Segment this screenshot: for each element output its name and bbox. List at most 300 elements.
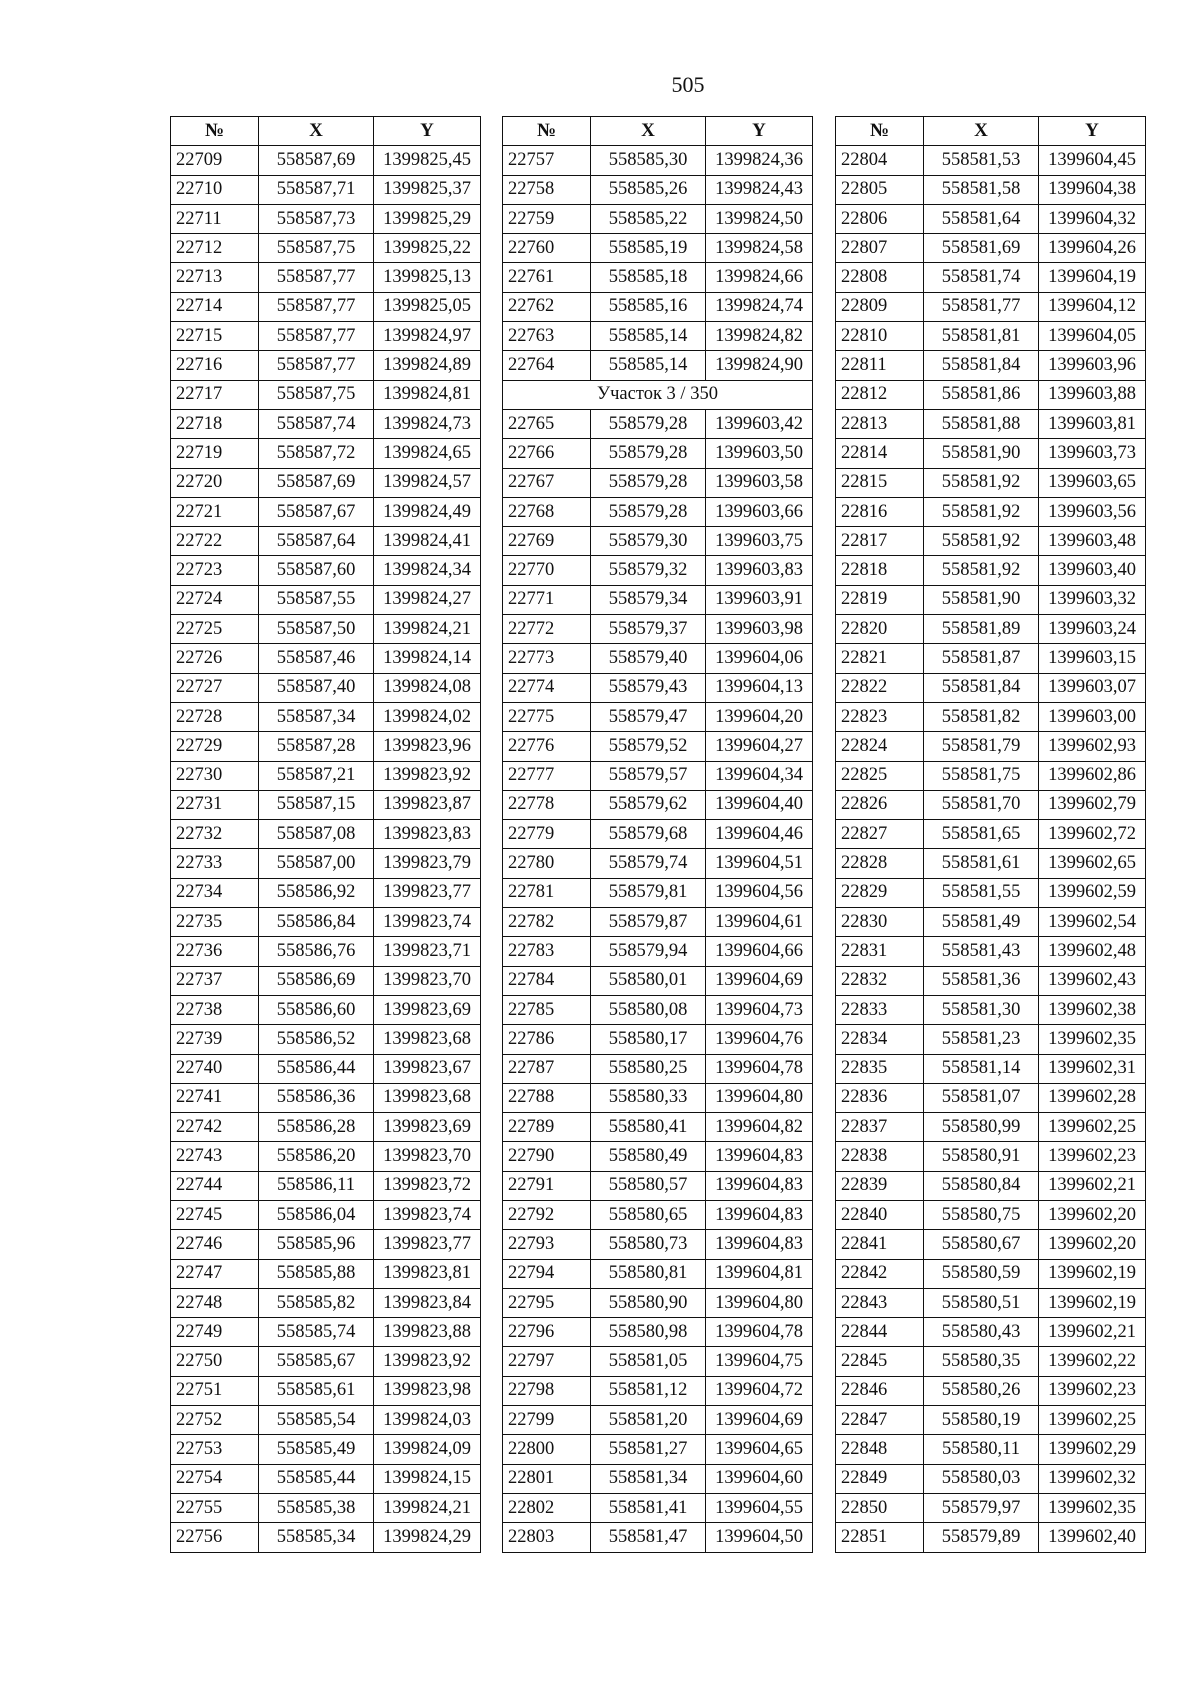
table-row — [503, 204, 813, 233]
y-coordinate: 1399602,93 — [1039, 732, 1146, 761]
x-coordinate: 558579,28 — [591, 497, 706, 526]
x-coordinate: 558580,51 — [924, 1288, 1039, 1317]
point-number: 22810 — [836, 322, 924, 351]
header-no: № — [171, 117, 259, 146]
x-coordinate: 558587,77 — [259, 322, 374, 351]
point-number: 22742 — [171, 1113, 259, 1142]
x-coordinate: 558586,20 — [259, 1142, 374, 1171]
y-coordinate: 1399824,66 — [706, 263, 813, 292]
point-number: 22732 — [171, 820, 259, 849]
y-coordinate: 1399824,97 — [374, 322, 481, 351]
x-coordinate: 558580,43 — [924, 1318, 1039, 1347]
x-coordinate: 558587,77 — [259, 292, 374, 321]
table-row — [836, 1171, 1146, 1200]
point-number: 22840 — [836, 1200, 924, 1229]
point-number: 22847 — [836, 1406, 924, 1435]
y-coordinate: 1399604,06 — [706, 644, 813, 673]
x-coordinate: 558585,14 — [591, 322, 706, 351]
table-row — [836, 234, 1146, 263]
x-coordinate: 558581,89 — [924, 615, 1039, 644]
x-coordinate: 558581,30 — [924, 995, 1039, 1024]
table-row — [171, 1142, 481, 1171]
table-row — [171, 1171, 481, 1200]
x-coordinate: 558587,46 — [259, 644, 374, 673]
point-number: 22716 — [171, 351, 259, 380]
x-coordinate: 558580,08 — [591, 995, 706, 1024]
x-coordinate: 558585,34 — [259, 1523, 374, 1552]
y-coordinate: 1399823,77 — [374, 1230, 481, 1259]
y-coordinate: 1399823,96 — [374, 732, 481, 761]
coordinates-table-2 — [502, 116, 813, 1553]
x-coordinate: 558581,47 — [591, 1523, 706, 1552]
table-row — [836, 1376, 1146, 1405]
y-coordinate: 1399604,32 — [1039, 204, 1146, 233]
y-coordinate: 1399604,80 — [706, 1083, 813, 1112]
x-coordinate: 558580,91 — [924, 1142, 1039, 1171]
point-number: 22802 — [503, 1493, 591, 1522]
y-coordinate: 1399604,12 — [1039, 292, 1146, 321]
y-coordinate: 1399824,03 — [374, 1406, 481, 1435]
table-row — [503, 1318, 813, 1347]
x-coordinate: 558579,89 — [924, 1523, 1039, 1552]
x-coordinate: 558581,27 — [591, 1435, 706, 1464]
point-number: 22771 — [503, 585, 591, 614]
x-coordinate: 558587,28 — [259, 732, 374, 761]
point-number: 22817 — [836, 527, 924, 556]
y-coordinate: 1399824,27 — [374, 585, 481, 614]
table-row — [503, 1435, 813, 1464]
x-coordinate: 558581,14 — [924, 1054, 1039, 1083]
y-coordinate: 1399823,72 — [374, 1171, 481, 1200]
y-coordinate: 1399604,83 — [706, 1230, 813, 1259]
y-coordinate: 1399824,15 — [374, 1464, 481, 1493]
table-row — [171, 761, 481, 790]
coordinates-table-1 — [170, 116, 481, 1553]
point-number: 22828 — [836, 849, 924, 878]
y-coordinate: 1399602,32 — [1039, 1464, 1146, 1493]
table-row — [503, 468, 813, 497]
y-coordinate: 1399603,81 — [1039, 409, 1146, 438]
table-row — [171, 820, 481, 849]
point-number: 22806 — [836, 204, 924, 233]
x-coordinate: 558580,98 — [591, 1318, 706, 1347]
point-number: 22843 — [836, 1288, 924, 1317]
y-coordinate: 1399824,49 — [374, 497, 481, 526]
table-row — [836, 322, 1146, 351]
y-coordinate: 1399602,79 — [1039, 790, 1146, 819]
point-number: 22791 — [503, 1171, 591, 1200]
point-number: 22769 — [503, 527, 591, 556]
point-number: 22787 — [503, 1054, 591, 1083]
x-coordinate: 558585,38 — [259, 1493, 374, 1522]
x-coordinate: 558579,97 — [924, 1493, 1039, 1522]
point-number: 22721 — [171, 497, 259, 526]
table-row — [503, 761, 813, 790]
x-coordinate: 558586,60 — [259, 995, 374, 1024]
x-coordinate: 558581,79 — [924, 732, 1039, 761]
table-row — [836, 615, 1146, 644]
x-coordinate: 558585,19 — [591, 234, 706, 263]
point-number: 22726 — [171, 644, 259, 673]
point-number: 22832 — [836, 966, 924, 995]
table-row — [503, 1259, 813, 1288]
table-row — [836, 1406, 1146, 1435]
table-row — [836, 673, 1146, 702]
header-x: X — [259, 117, 374, 146]
y-coordinate: 1399823,98 — [374, 1376, 481, 1405]
table-row — [503, 1083, 813, 1112]
table-row — [171, 175, 481, 204]
point-number: 22801 — [503, 1464, 591, 1493]
x-coordinate: 558585,88 — [259, 1259, 374, 1288]
y-coordinate: 1399603,07 — [1039, 673, 1146, 702]
x-coordinate: 558587,71 — [259, 175, 374, 204]
point-number: 22749 — [171, 1318, 259, 1347]
y-coordinate: 1399604,65 — [706, 1435, 813, 1464]
point-number: 22746 — [171, 1230, 259, 1259]
x-coordinate: 558579,94 — [591, 937, 706, 966]
x-coordinate: 558587,72 — [259, 439, 374, 468]
point-number: 22717 — [171, 380, 259, 409]
table-row — [836, 556, 1146, 585]
table-row — [171, 380, 481, 409]
x-coordinate: 558585,74 — [259, 1318, 374, 1347]
table-row — [171, 1230, 481, 1259]
x-coordinate: 558581,88 — [924, 409, 1039, 438]
y-coordinate: 1399824,21 — [374, 1493, 481, 1522]
table-row — [836, 702, 1146, 731]
point-number: 22850 — [836, 1493, 924, 1522]
point-number: 22709 — [171, 146, 259, 175]
point-number: 22773 — [503, 644, 591, 673]
table-row — [503, 146, 813, 175]
y-coordinate: 1399604,55 — [706, 1493, 813, 1522]
point-number: 22761 — [503, 263, 591, 292]
point-number: 22845 — [836, 1347, 924, 1376]
point-number: 22781 — [503, 878, 591, 907]
y-coordinate: 1399603,15 — [1039, 644, 1146, 673]
point-number: 22735 — [171, 908, 259, 937]
table-row — [171, 409, 481, 438]
x-coordinate: 558585,96 — [259, 1230, 374, 1259]
point-number: 22788 — [503, 1083, 591, 1112]
table-row — [171, 439, 481, 468]
y-coordinate: 1399602,40 — [1039, 1523, 1146, 1552]
y-coordinate: 1399604,60 — [706, 1464, 813, 1493]
table-row — [503, 732, 813, 761]
table-row — [503, 1113, 813, 1142]
x-coordinate: 558587,40 — [259, 673, 374, 702]
y-coordinate: 1399602,65 — [1039, 849, 1146, 878]
y-coordinate: 1399823,69 — [374, 1113, 481, 1142]
y-coordinate: 1399603,42 — [706, 409, 813, 438]
y-coordinate: 1399602,21 — [1039, 1171, 1146, 1200]
x-coordinate: 558585,49 — [259, 1435, 374, 1464]
x-coordinate: 558579,28 — [591, 439, 706, 468]
point-number: 22821 — [836, 644, 924, 673]
table-row — [503, 615, 813, 644]
x-coordinate: 558581,65 — [924, 820, 1039, 849]
table-row — [503, 1142, 813, 1171]
point-number: 22819 — [836, 585, 924, 614]
y-coordinate: 1399824,65 — [374, 439, 481, 468]
point-number: 22747 — [171, 1259, 259, 1288]
table-row — [171, 146, 481, 175]
x-coordinate: 558581,64 — [924, 204, 1039, 233]
y-coordinate: 1399602,48 — [1039, 937, 1146, 966]
point-number: 22838 — [836, 1142, 924, 1171]
x-coordinate: 558581,34 — [591, 1464, 706, 1493]
y-coordinate: 1399604,26 — [1039, 234, 1146, 263]
y-coordinate: 1399823,68 — [374, 1083, 481, 1112]
y-coordinate: 1399824,90 — [706, 351, 813, 380]
point-number: 22740 — [171, 1054, 259, 1083]
y-coordinate: 1399604,83 — [706, 1142, 813, 1171]
y-coordinate: 1399823,77 — [374, 878, 481, 907]
x-coordinate: 558579,32 — [591, 556, 706, 585]
table-row — [836, 380, 1146, 409]
x-coordinate: 558587,50 — [259, 615, 374, 644]
point-number: 22714 — [171, 292, 259, 321]
point-number: 22710 — [171, 175, 259, 204]
y-coordinate: 1399823,68 — [374, 1025, 481, 1054]
x-coordinate: 558580,26 — [924, 1376, 1039, 1405]
table-row — [171, 1288, 481, 1317]
point-number: 22793 — [503, 1230, 591, 1259]
y-coordinate: 1399823,92 — [374, 1347, 481, 1376]
point-number: 22729 — [171, 732, 259, 761]
y-coordinate: 1399603,66 — [706, 497, 813, 526]
table-row — [503, 1376, 813, 1405]
point-number: 22783 — [503, 937, 591, 966]
y-coordinate: 1399604,80 — [706, 1288, 813, 1317]
x-coordinate: 558579,81 — [591, 878, 706, 907]
y-coordinate: 1399823,74 — [374, 1200, 481, 1229]
x-coordinate: 558581,74 — [924, 263, 1039, 292]
x-coordinate: 558580,73 — [591, 1230, 706, 1259]
point-number: 22762 — [503, 292, 591, 321]
point-number: 22765 — [503, 409, 591, 438]
table-row — [503, 1347, 813, 1376]
x-coordinate: 558579,30 — [591, 527, 706, 556]
point-number: 22816 — [836, 497, 924, 526]
table-row — [171, 849, 481, 878]
y-coordinate: 1399824,36 — [706, 146, 813, 175]
x-coordinate: 558587,34 — [259, 702, 374, 731]
coordinates-table-3 — [835, 116, 1146, 1553]
y-coordinate: 1399603,83 — [706, 556, 813, 585]
y-coordinate: 1399604,69 — [706, 966, 813, 995]
table-row — [836, 644, 1146, 673]
table-row — [503, 527, 813, 556]
x-coordinate: 558587,64 — [259, 527, 374, 556]
point-number: 22851 — [836, 1523, 924, 1552]
point-number: 22786 — [503, 1025, 591, 1054]
table-row — [503, 351, 813, 380]
y-coordinate: 1399603,88 — [1039, 380, 1146, 409]
table-row — [836, 1025, 1146, 1054]
point-number: 22836 — [836, 1083, 924, 1112]
point-number: 22837 — [836, 1113, 924, 1142]
point-number: 22815 — [836, 468, 924, 497]
x-coordinate: 558580,17 — [591, 1025, 706, 1054]
y-coordinate: 1399824,57 — [374, 468, 481, 497]
point-number: 22733 — [171, 849, 259, 878]
table-row — [503, 878, 813, 907]
x-coordinate: 558580,25 — [591, 1054, 706, 1083]
table-row — [171, 1113, 481, 1142]
point-number: 22758 — [503, 175, 591, 204]
table-row — [503, 234, 813, 263]
x-coordinate: 558581,70 — [924, 790, 1039, 819]
x-coordinate: 558581,05 — [591, 1347, 706, 1376]
table-row — [503, 1406, 813, 1435]
point-number: 22748 — [171, 1288, 259, 1317]
x-coordinate: 558585,67 — [259, 1347, 374, 1376]
point-number: 22782 — [503, 908, 591, 937]
header-x: X — [591, 117, 706, 146]
x-coordinate: 558579,87 — [591, 908, 706, 937]
x-coordinate: 558581,75 — [924, 761, 1039, 790]
y-coordinate: 1399603,75 — [706, 527, 813, 556]
x-coordinate: 558581,84 — [924, 673, 1039, 702]
y-coordinate: 1399602,21 — [1039, 1318, 1146, 1347]
table-row — [836, 175, 1146, 204]
y-coordinate: 1399824,81 — [374, 380, 481, 409]
table-row — [503, 1054, 813, 1083]
table-row — [503, 849, 813, 878]
table-row — [836, 527, 1146, 556]
table-row — [171, 673, 481, 702]
y-coordinate: 1399824,89 — [374, 351, 481, 380]
table-row — [836, 1113, 1146, 1142]
x-coordinate: 558587,69 — [259, 468, 374, 497]
point-number: 22755 — [171, 1493, 259, 1522]
point-number: 22784 — [503, 966, 591, 995]
table-row — [171, 204, 481, 233]
table-row — [836, 439, 1146, 468]
table-row — [503, 1230, 813, 1259]
y-coordinate: 1399602,38 — [1039, 995, 1146, 1024]
point-number: 22799 — [503, 1406, 591, 1435]
table-row — [503, 1171, 813, 1200]
table-row — [503, 702, 813, 731]
point-number: 22809 — [836, 292, 924, 321]
table-row — [503, 322, 813, 351]
header-y: Y — [1039, 117, 1146, 146]
x-coordinate: 558580,19 — [924, 1406, 1039, 1435]
y-coordinate: 1399604,81 — [706, 1259, 813, 1288]
y-coordinate: 1399604,72 — [706, 1376, 813, 1405]
point-number: 22754 — [171, 1464, 259, 1493]
y-coordinate: 1399825,37 — [374, 175, 481, 204]
x-coordinate: 558581,43 — [924, 937, 1039, 966]
point-number: 22779 — [503, 820, 591, 849]
x-coordinate: 558587,74 — [259, 409, 374, 438]
x-coordinate: 558580,11 — [924, 1435, 1039, 1464]
y-coordinate: 1399823,87 — [374, 790, 481, 819]
x-coordinate: 558586,69 — [259, 966, 374, 995]
x-coordinate: 558580,99 — [924, 1113, 1039, 1142]
x-coordinate: 558580,75 — [924, 1200, 1039, 1229]
point-number: 22839 — [836, 1171, 924, 1200]
y-coordinate: 1399604,78 — [706, 1054, 813, 1083]
table-row — [171, 1083, 481, 1112]
point-number: 22808 — [836, 263, 924, 292]
table-row — [171, 908, 481, 937]
table-row — [171, 322, 481, 351]
point-number: 22767 — [503, 468, 591, 497]
x-coordinate: 558581,87 — [924, 644, 1039, 673]
table-row — [503, 1523, 813, 1552]
x-coordinate: 558585,26 — [591, 175, 706, 204]
table-row — [836, 1464, 1146, 1493]
point-number: 22718 — [171, 409, 259, 438]
table-row — [171, 1318, 481, 1347]
point-number: 22715 — [171, 322, 259, 351]
x-coordinate: 558586,28 — [259, 1113, 374, 1142]
y-coordinate: 1399604,38 — [1039, 175, 1146, 204]
x-coordinate: 558580,59 — [924, 1259, 1039, 1288]
y-coordinate: 1399602,35 — [1039, 1025, 1146, 1054]
table-row — [171, 292, 481, 321]
section-title: Участок 3 / 350 — [503, 380, 813, 409]
table-row — [836, 1523, 1146, 1552]
y-coordinate: 1399604,40 — [706, 790, 813, 819]
y-coordinate: 1399602,54 — [1039, 908, 1146, 937]
x-coordinate: 558585,16 — [591, 292, 706, 321]
table-row — [836, 1318, 1146, 1347]
y-coordinate: 1399823,69 — [374, 995, 481, 1024]
y-coordinate: 1399604,46 — [706, 820, 813, 849]
table-row — [836, 1054, 1146, 1083]
x-coordinate: 558581,84 — [924, 351, 1039, 380]
x-coordinate: 558580,33 — [591, 1083, 706, 1112]
point-number: 22768 — [503, 497, 591, 526]
x-coordinate: 558581,86 — [924, 380, 1039, 409]
point-number: 22722 — [171, 527, 259, 556]
point-number: 22725 — [171, 615, 259, 644]
table-row — [171, 1493, 481, 1522]
y-coordinate: 1399825,29 — [374, 204, 481, 233]
y-coordinate: 1399825,45 — [374, 146, 481, 175]
x-coordinate: 558585,82 — [259, 1288, 374, 1317]
y-coordinate: 1399825,13 — [374, 263, 481, 292]
table-row — [503, 995, 813, 1024]
header-no: № — [503, 117, 591, 146]
point-number: 22785 — [503, 995, 591, 1024]
table-row — [503, 966, 813, 995]
table-row — [171, 1435, 481, 1464]
point-number: 22731 — [171, 790, 259, 819]
x-coordinate: 558587,77 — [259, 263, 374, 292]
table-row — [171, 1406, 481, 1435]
y-coordinate: 1399603,50 — [706, 439, 813, 468]
table-row — [836, 761, 1146, 790]
x-coordinate: 558580,67 — [924, 1230, 1039, 1259]
point-number: 22829 — [836, 878, 924, 907]
point-number: 22775 — [503, 702, 591, 731]
x-coordinate: 558581,20 — [591, 1406, 706, 1435]
point-number: 22741 — [171, 1083, 259, 1112]
y-coordinate: 1399603,65 — [1039, 468, 1146, 497]
y-coordinate: 1399823,70 — [374, 966, 481, 995]
table-row — [171, 1464, 481, 1493]
table-row — [836, 585, 1146, 614]
y-coordinate: 1399602,19 — [1039, 1259, 1146, 1288]
y-coordinate: 1399823,70 — [374, 1142, 481, 1171]
point-number: 22759 — [503, 204, 591, 233]
